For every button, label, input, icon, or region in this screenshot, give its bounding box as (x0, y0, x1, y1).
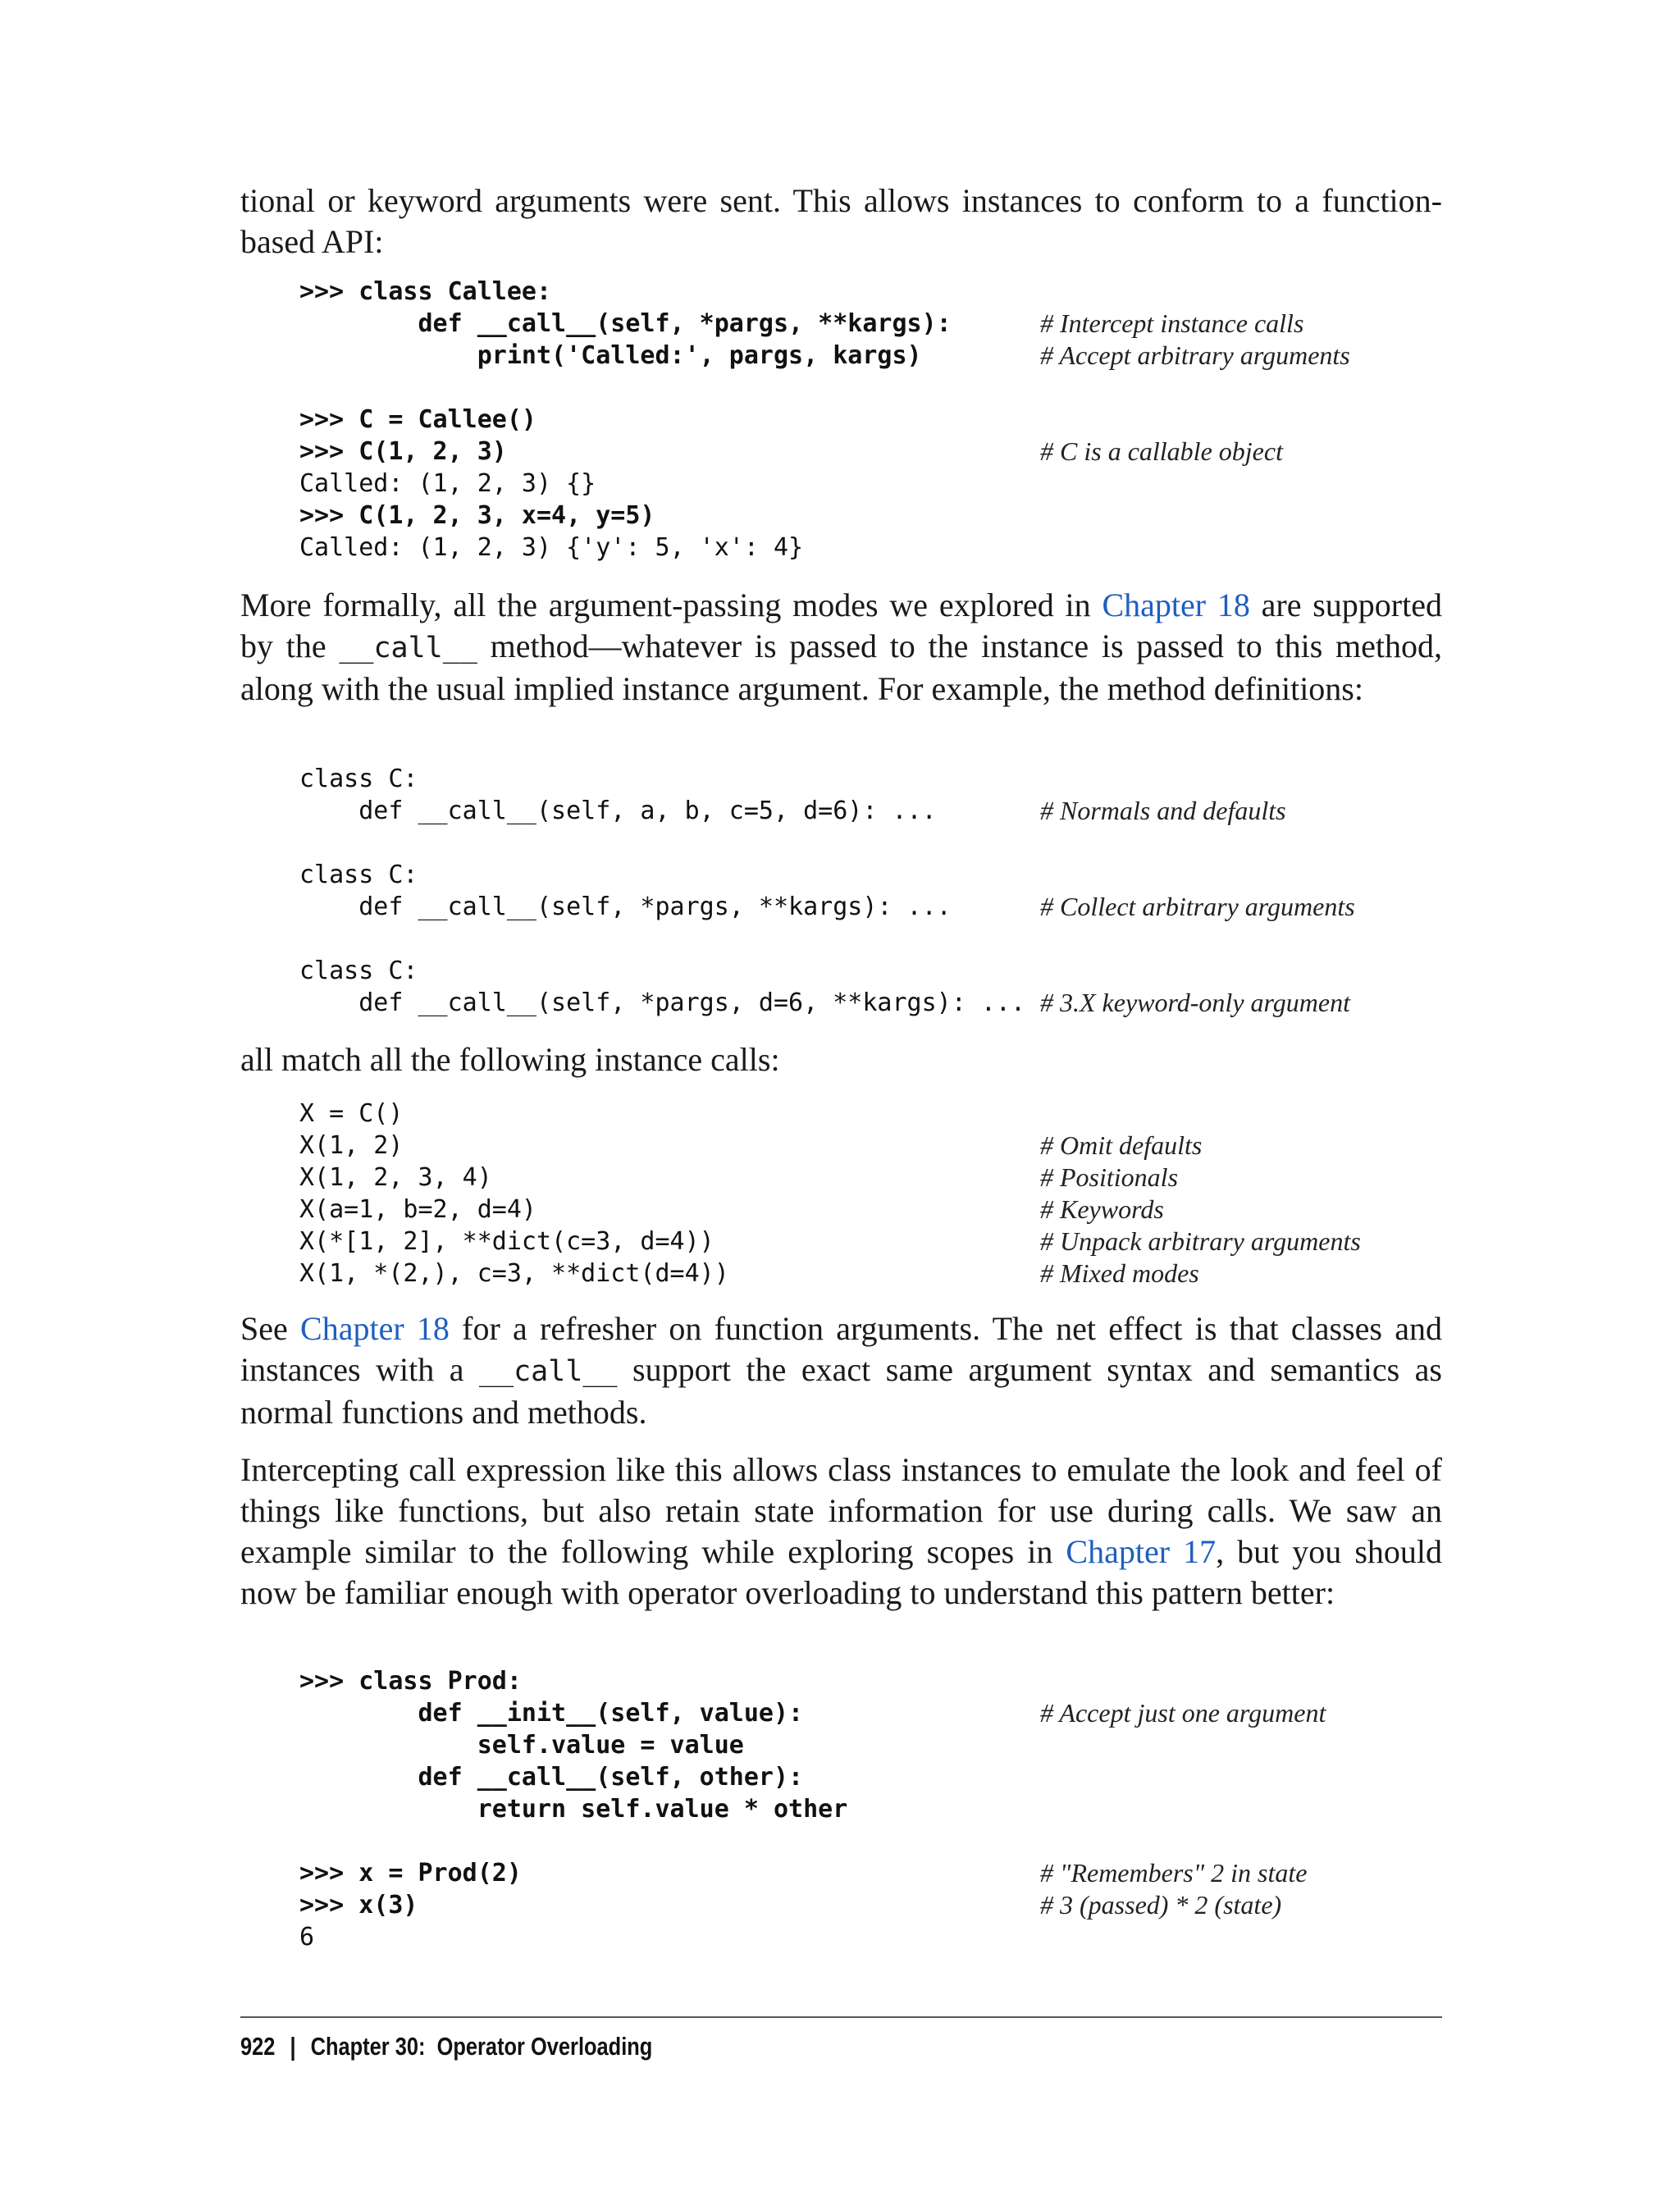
code-line (299, 795, 1448, 827)
code-text: def __call__(self, *pargs, **kargs): ... (299, 892, 952, 921)
code-comment: # C is a callable object (1040, 436, 1283, 466)
code-line (299, 308, 1448, 340)
code-comment: # Collect arbitrary arguments (1040, 892, 1355, 921)
code-line (299, 923, 1448, 955)
code-comment: # Omit defaults (1040, 1130, 1203, 1160)
code-comment: # 3 (passed) * 2 (state) (1040, 1890, 1282, 1920)
code-text: X(1, *(2,), c=3, **dict(d=4)) (299, 1259, 729, 1288)
paragraph-formal-modes: More formally, all the argument-passing modes we explored in Chapter 18 are supported by the __call__ method—whatever is passed to the instance is passed to this method, along with the usual implied instance argument. For example, the method definitions: (240, 587, 1443, 707)
code-text: X(a=1, b=2, d=4) (299, 1195, 536, 1224)
code-text: >>> x(3) (299, 1891, 418, 1920)
code-line (299, 436, 1448, 468)
code-line (299, 500, 1448, 532)
code-line (299, 532, 1448, 564)
code-line (299, 468, 1448, 500)
code-text: >>> x = Prod(2) (299, 1859, 522, 1888)
code-text: >>> class Callee: (299, 277, 552, 306)
link-chapter-17[interactable]: Chapter 17 (1066, 1533, 1217, 1570)
code-text: >>> C = Callee() (299, 405, 536, 434)
code-comment: # 3.X keyword-only argument (1040, 988, 1350, 1017)
paragraph-match-calls: all match all the following instance calls: (240, 1041, 780, 1078)
code-comment: # "Remembers" 2 in state (1040, 1858, 1308, 1888)
code-text: print('Called:', pargs, kargs) (299, 341, 922, 370)
code-text: X(*[1, 2], **dict(c=3, d=4)) (299, 1227, 714, 1256)
code-text: class C: (299, 956, 418, 985)
code-line (299, 340, 1448, 372)
footer-separator: | (290, 2032, 296, 2061)
code-text: def __call__(self, other): (299, 1763, 804, 1792)
code-line (299, 859, 1448, 891)
code-text: X = C() (299, 1099, 404, 1128)
code-block-prod (299, 1665, 1448, 1953)
code-comment: # Accept just one argument (1040, 1698, 1326, 1728)
code-line (299, 827, 1448, 859)
code-text: 6 (299, 1923, 315, 1952)
code-text: class C: (299, 765, 418, 793)
code-comment: # Mixed modes (1040, 1258, 1199, 1288)
paragraph-intro-text: tional or keyword arguments were sent. This allows instances to conform to a function-based API: (240, 182, 1442, 260)
code-text: >>> C(1, 2, 3, x=4, y=5) (299, 501, 655, 530)
code-line (299, 1921, 1448, 1953)
code-comment: # Unpack arbitrary arguments (1040, 1226, 1361, 1256)
code-text: def __call__(self, *pargs, **kargs): (299, 309, 952, 338)
inline-code-call: __call__ (339, 632, 477, 664)
code-line (299, 1162, 1448, 1194)
code-comment: # Intercept instance calls (1040, 308, 1304, 338)
code-text: def __call__(self, *pargs, d=6, **kargs): ... (299, 988, 1026, 1017)
code-line (299, 404, 1448, 436)
code-line (299, 1194, 1448, 1226)
code-line (299, 1889, 1448, 1921)
footer-rule (240, 2016, 1442, 2018)
code-text: return self.value * other (299, 1795, 848, 1824)
code-comment: # Normals and defaults (1040, 796, 1286, 825)
code-line (299, 1226, 1448, 1258)
code-comment: # Keywords (1040, 1194, 1164, 1224)
code-text: self.value = value (299, 1731, 744, 1760)
paragraph-see-chapter: See Chapter 18 for a refresher on function arguments. The net effect is that classes and instances with a __call__ support the exact same argument syntax and semantics as normal functions and methods. (240, 1310, 1442, 1431)
code-line (299, 891, 1448, 923)
code-line (299, 1098, 1448, 1130)
code-line (299, 763, 1448, 795)
code-block-definitions (299, 763, 1448, 1019)
code-text: >>> C(1, 2, 3) (299, 437, 507, 466)
code-line (299, 955, 1448, 987)
code-line (299, 987, 1448, 1019)
code-text: X(1, 2) (299, 1131, 404, 1160)
inline-code-call-2: __call__ (478, 1355, 618, 1388)
page-number: 922 (240, 2032, 276, 2061)
code-text: Called: (1, 2, 3) {} (299, 469, 596, 498)
code-line (299, 1258, 1448, 1290)
code-line (299, 1857, 1448, 1889)
code-text: >>> class Prod: (299, 1667, 522, 1696)
code-text: class C: (299, 861, 418, 889)
paragraph-intro (240, 180, 1442, 262)
code-line (299, 372, 1448, 404)
code-text: Called: (1, 2, 3) {'y': 5, 'x': 4} (299, 533, 804, 562)
code-text: def __init__(self, value): (299, 1699, 804, 1728)
code-line (299, 1130, 1448, 1162)
code-text: def __call__(self, a, b, c=5, d=6): ... (299, 797, 937, 825)
code-line (299, 1761, 1448, 1793)
link-chapter-18-refresher[interactable]: Chapter 18 (300, 1310, 450, 1347)
code-comment: # Positionals (1040, 1162, 1179, 1192)
code-block-instance-calls (299, 1098, 1448, 1290)
paragraph-intercepting: Intercepting call expression like this allows class instances to emulate the look and feel of things like functions, but also retain state information for use during calls. We saw an example similar to the following while exploring scopes in Chapter 17, but you should now be familiar enough with operator overloading to understand this pattern better: (240, 1451, 1443, 1611)
book-page (240, 0, 1442, 2205)
code-line (299, 1793, 1448, 1825)
code-block-callee (299, 276, 1448, 564)
chapter-title: Chapter 30: Operator Overloading (310, 2032, 653, 2061)
code-line (299, 1729, 1448, 1761)
code-text: X(1, 2, 3, 4) (299, 1163, 492, 1192)
code-line (299, 276, 1448, 308)
code-line (299, 1665, 1448, 1697)
code-comment: # Accept arbitrary arguments (1040, 340, 1350, 370)
link-chapter-18[interactable]: Chapter 18 (1102, 587, 1250, 623)
code-line (299, 1697, 1448, 1729)
code-line (299, 1825, 1448, 1857)
page-footer (240, 2026, 652, 2067)
